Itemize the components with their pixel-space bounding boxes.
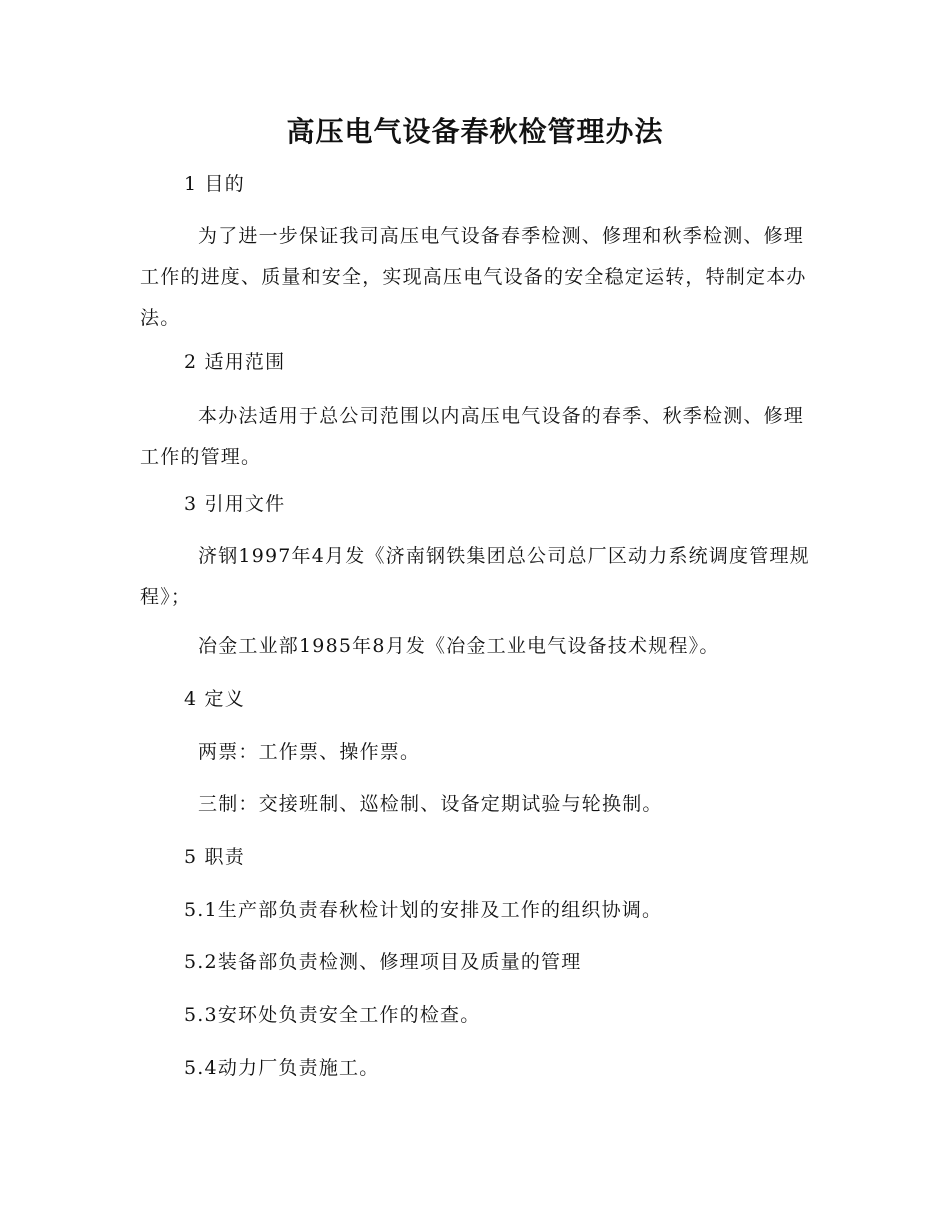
- section-5-item: 5.1生产部负责春秋检计划的安排及工作的组织协调。: [184, 899, 663, 921]
- section-1-paragraph: 为了进一步保证我司高压电气设备春季检测、修理和秋季检测、修理工作的进度、质量和安全，实现高压电气设备的安全稳定运转，特制定本办法。: [140, 225, 807, 329]
- section-4-definition-1: 两票：工作票、操作票。: [198, 741, 421, 763]
- section-5-item: 5.2装备部负责检测、修理项目及质量的管理: [184, 951, 582, 973]
- section-3-paragraph-2: 冶金工业部1985年8月发《冶金工业电气设备技术规程》。: [198, 635, 720, 657]
- section-5-item: 5.3安环处负责安全工作的检查。: [184, 1004, 481, 1026]
- section-3-paragraph-1: 济钢1997年4月发《济南钢铁集团总公司总厂区动力系统调度管理规程》；: [140, 545, 810, 608]
- section-5-heading: 5 职责: [184, 846, 245, 868]
- section-5-item: 5.4动力厂负责施工。: [184, 1057, 380, 1079]
- section-3-heading: 3 引用文件: [184, 493, 286, 515]
- section-1-heading: 1 目的: [184, 173, 245, 195]
- section-4-definition-2: 三制：交接班制、巡检制、设备定期试验与轮换制。: [198, 793, 663, 815]
- section-2-heading: 2 适用范围: [184, 351, 286, 373]
- section-2-paragraph: 本办法适用于总公司范围以内高压电气设备的春季、秋季检测、修理工作的管理。: [140, 405, 805, 468]
- document-title: 高压电气设备春秋检管理办法: [286, 115, 664, 148]
- section-4-heading: 4 定义: [184, 688, 245, 710]
